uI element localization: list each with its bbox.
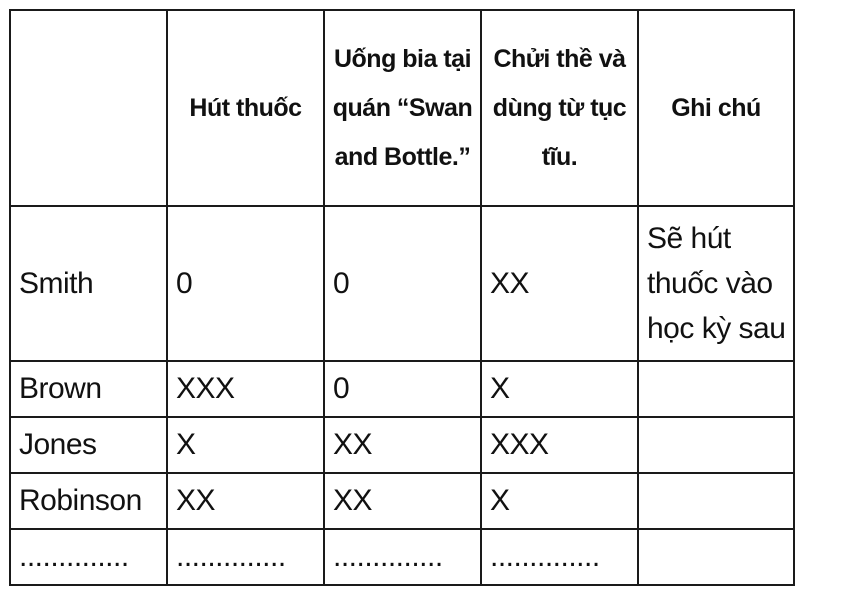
notes-cell (638, 529, 794, 585)
table-row (10, 417, 794, 473)
table-row (10, 529, 794, 585)
smoking-cell: .............. (167, 529, 324, 585)
smoking-cell: 0 (167, 206, 324, 361)
notes-cell (638, 417, 794, 473)
row-name-cell: Jones (10, 417, 167, 473)
notes-cell (638, 473, 794, 529)
row-name-cell: Robinson (10, 473, 167, 529)
header-cell-smoking: Hút thuốc (167, 10, 324, 206)
header-cell-notes: Ghi chú (638, 10, 794, 206)
table-row (10, 361, 794, 417)
swearing-cell: X (481, 361, 638, 417)
table-header-row (10, 10, 794, 206)
swearing-cell: XX (481, 206, 638, 361)
notes-cell (638, 361, 794, 417)
swearing-cell: XXX (481, 417, 638, 473)
drinking-cell: XX (324, 473, 481, 529)
row-name-cell: Smith (10, 206, 167, 361)
row-name-cell: Brown (10, 361, 167, 417)
swearing-cell: .............. (481, 529, 638, 585)
header-cell-empty (10, 10, 167, 206)
data-table (9, 9, 795, 586)
smoking-cell: XX (167, 473, 324, 529)
notes-cell: Sẽ hút thuốc vào học kỳ sau (638, 206, 794, 361)
drinking-cell: XX (324, 417, 481, 473)
table-row (10, 473, 794, 529)
swearing-cell: X (481, 473, 638, 529)
smoking-cell: X (167, 417, 324, 473)
table-row (10, 206, 794, 361)
header-cell-swearing: Chửi thề và dùng từ tục tĩu. (481, 10, 638, 206)
drinking-cell: .............. (324, 529, 481, 585)
drinking-cell: 0 (324, 361, 481, 417)
smoking-cell: XXX (167, 361, 324, 417)
header-cell-drinking: Uống bia tại quán “Swan and Bottle.” (324, 10, 481, 206)
row-name-cell: .............. (10, 529, 167, 585)
drinking-cell: 0 (324, 206, 481, 361)
